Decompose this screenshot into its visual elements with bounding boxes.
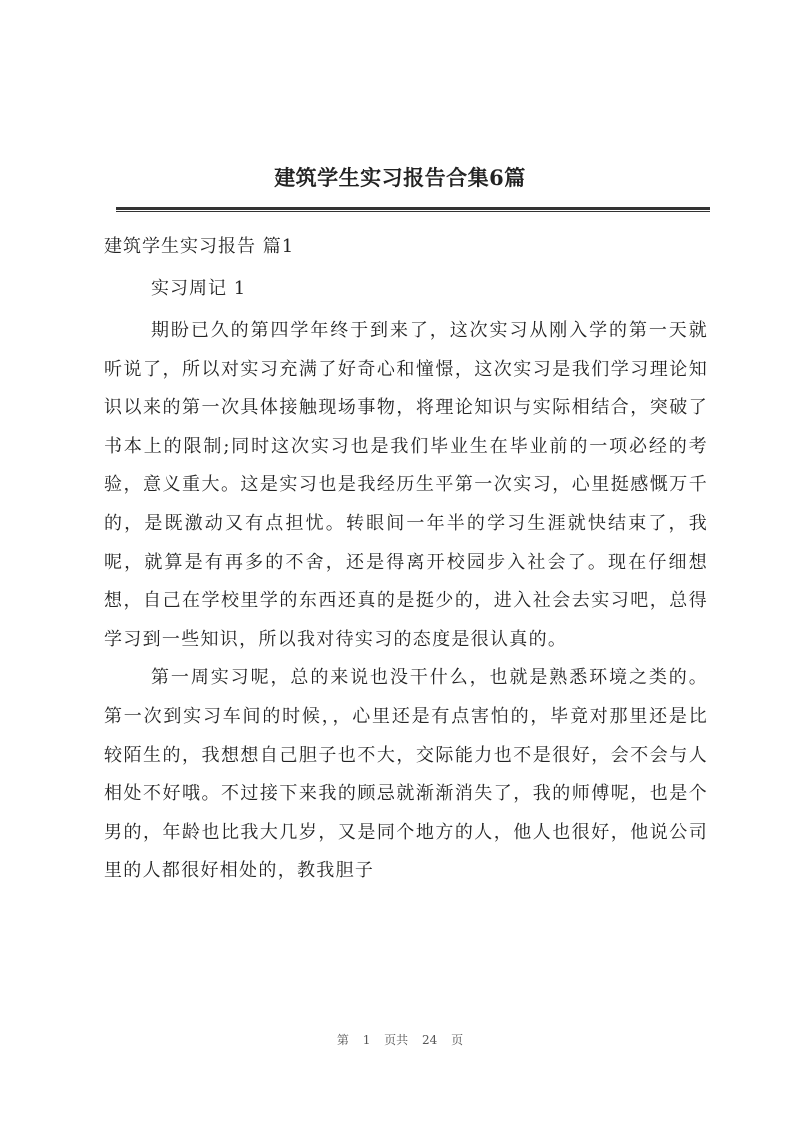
sub-heading: 实习周记 1 (151, 278, 247, 299)
current-page-number: 1 (362, 1033, 371, 1047)
section-heading: 建筑学生实习报告 篇1 (104, 236, 295, 257)
title-divider (116, 207, 710, 212)
page-footer (0, 1031, 800, 1048)
footer-middle: 页共 (384, 1033, 409, 1047)
paragraph: 第一周实习呢，总的来说也没干什么，也就是熟悉环境之类的。第一次到实习车间的时候，，心里还是有点害怕的，毕竟对那里还是比较陌生的，我想想自己胆子也不大，交际能力也不是很好，会不会与人相处不好哦。不过接下来我的顾忌就渐渐消失了，我的师傅呢，也是个男的，年龄也比我大几岁，又是同个地方的人，他人也很好，他说公司里的人都很好相处的，教我胆子 (104, 667, 708, 882)
footer-prefix: 第 (336, 1033, 349, 1047)
footer-suffix: 页 (451, 1033, 464, 1047)
total-pages-number: 24 (422, 1033, 438, 1047)
document-title: 建筑学生实习报告合集6篇 (274, 165, 526, 190)
paragraph: 期盼已久的第四学年终于到来了，这次实习从刚入学的第一天就听说了，所以对实习充满了好奇心和憧憬，这次实习是我们学习理论知识以来的第一次具体接触现场事物，将理论知识与实际相结合，突破了书本上的限制;同时这次实习也是我们毕业生在毕业前的一项必经的考验，意义重大。这是实习也是我经历生平第一次实习，心里挺感慨万千的，是既激动又有点担忧。转眼间一年半的学习生涯就快结束了，我呢，就算是有再多的不舍，还是得离开校园步入社会了。现在仔细想想，自己在学校里学的东西还真的是挺少的，进入社会去实习吧，总得学习到一些知识，所以我对待实习的态度是很认真的。 (104, 320, 708, 650)
body-text (104, 312, 708, 891)
